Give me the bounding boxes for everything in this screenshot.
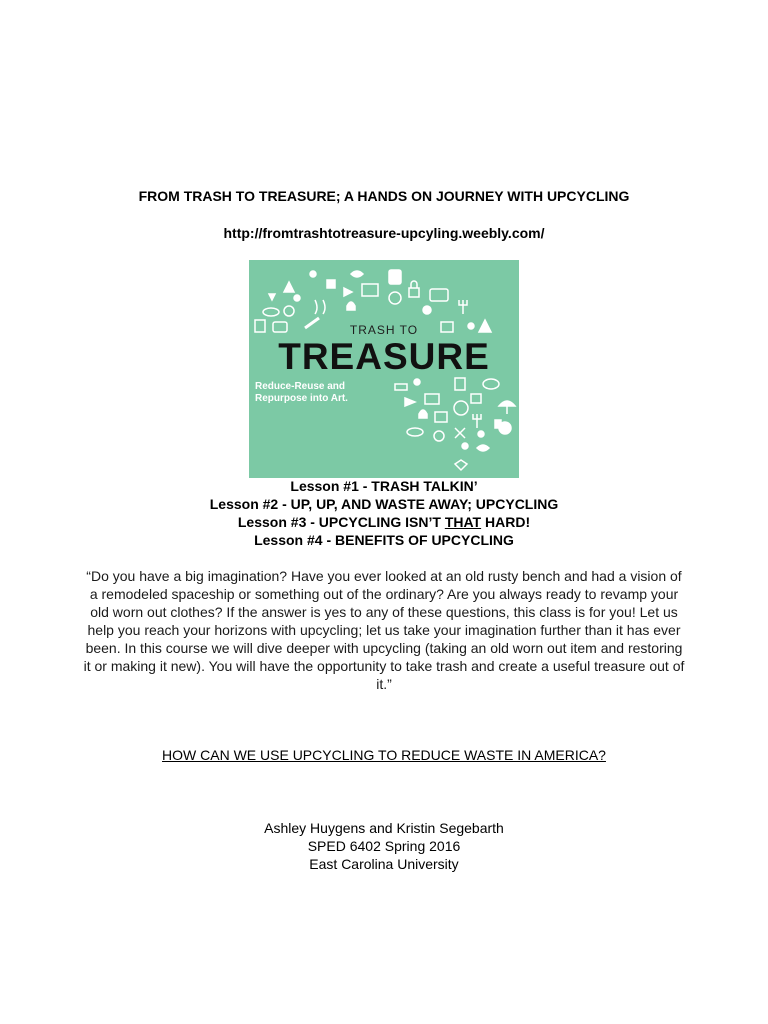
lesson-3 [0, 513, 768, 531]
lesson-1: Lesson #1 - TRASH TALKIN’ [290, 478, 478, 494]
crosshair-icon [414, 379, 420, 385]
lesson-3-suffix: HARD! [481, 514, 531, 530]
cover-title: TREASURE [278, 336, 490, 377]
phone-icon [395, 384, 407, 390]
fork-icon [459, 300, 467, 314]
balloon-icon [499, 422, 511, 434]
diamond-icon [455, 460, 467, 470]
lesson-2: Lesson #2 - UP, UP, AND WASTE AWAY; UPCYCLING [209, 496, 559, 512]
lock2-icon [471, 394, 481, 403]
cover-image [249, 260, 519, 478]
authors: Ashley Huygens and Kristin Segebarth [264, 820, 504, 836]
tv2-icon [425, 394, 439, 404]
cup-icon [455, 378, 465, 390]
pin-icon [294, 295, 300, 301]
eye-icon [263, 308, 279, 316]
tools-icon [455, 428, 465, 438]
box2-icon [435, 412, 447, 422]
send-icon [405, 398, 415, 406]
football-icon [483, 379, 499, 389]
website-url[interactable]: http://fromtrashtotreasure-upcyling.weebly.com/ [223, 225, 545, 241]
umbrella-icon [499, 401, 515, 414]
bell-icon [347, 302, 355, 310]
cover-tagline: Reduce-Reuse and Repurpose into Art. [255, 381, 348, 404]
camera-icon [430, 289, 448, 301]
clock-icon [389, 292, 401, 304]
trash-can-icon [389, 270, 401, 284]
cone-icon [284, 282, 294, 292]
course-description: “Do you have a big imagination? Have you ever looked at an old rusty bench and had a vision of a remodeled spaceship or something out of the ordinary? Are you always ready to revamp your old worn out clothes? If the answer is yes to any of these questions, this class is for you! Let us help you reach your horizons with upcycling; let us take your imagination further than it has ever been. In this course we will dive deeper with upcycling (taking an old worn out item and restoring it or making it new). You will have the opportunity to take trash and create a useful treasure out of it.” [83, 568, 685, 692]
bulb-icon [423, 306, 431, 314]
drop-icon [310, 271, 316, 277]
leaf-icon [351, 271, 363, 277]
gift-icon [327, 280, 335, 288]
sandals-icon [315, 300, 325, 314]
tv-icon [362, 284, 378, 296]
brush-icon [269, 294, 275, 300]
credits [0, 819, 768, 873]
lesson-3-prefix: Lesson #3 - UPCYCLING ISN’T [237, 514, 445, 530]
lightbulb-icon [434, 431, 444, 441]
star-icon [478, 431, 484, 437]
eye2-icon [407, 428, 423, 436]
arrow-icon [344, 288, 352, 296]
cover-subtitle: TRASH TO [349, 323, 419, 337]
globe-icon [454, 401, 468, 415]
lock-icon [409, 281, 419, 297]
lesson-3-emphasis: THAT [444, 514, 482, 530]
clock-small-icon [284, 306, 294, 316]
course-code: SPED 6402 Spring 2016 [307, 838, 461, 854]
fork2-icon [473, 414, 481, 428]
essential-question: HOW CAN WE USE UPCYCLING TO REDUCE WASTE IN AMERICA? [162, 747, 606, 763]
lesson-list [0, 477, 768, 549]
document-title: FROM TRASH TO TREASURE; A HANDS ON JOURNEY WITH UPCYCLING [138, 188, 630, 204]
globe2-icon [462, 443, 468, 449]
school-name: East Carolina University [309, 856, 459, 872]
leaf2-icon [477, 445, 489, 451]
lesson-4: Lesson #4 - BENEFITS OF UPCYCLING [254, 532, 514, 548]
bell2-icon [419, 410, 427, 418]
